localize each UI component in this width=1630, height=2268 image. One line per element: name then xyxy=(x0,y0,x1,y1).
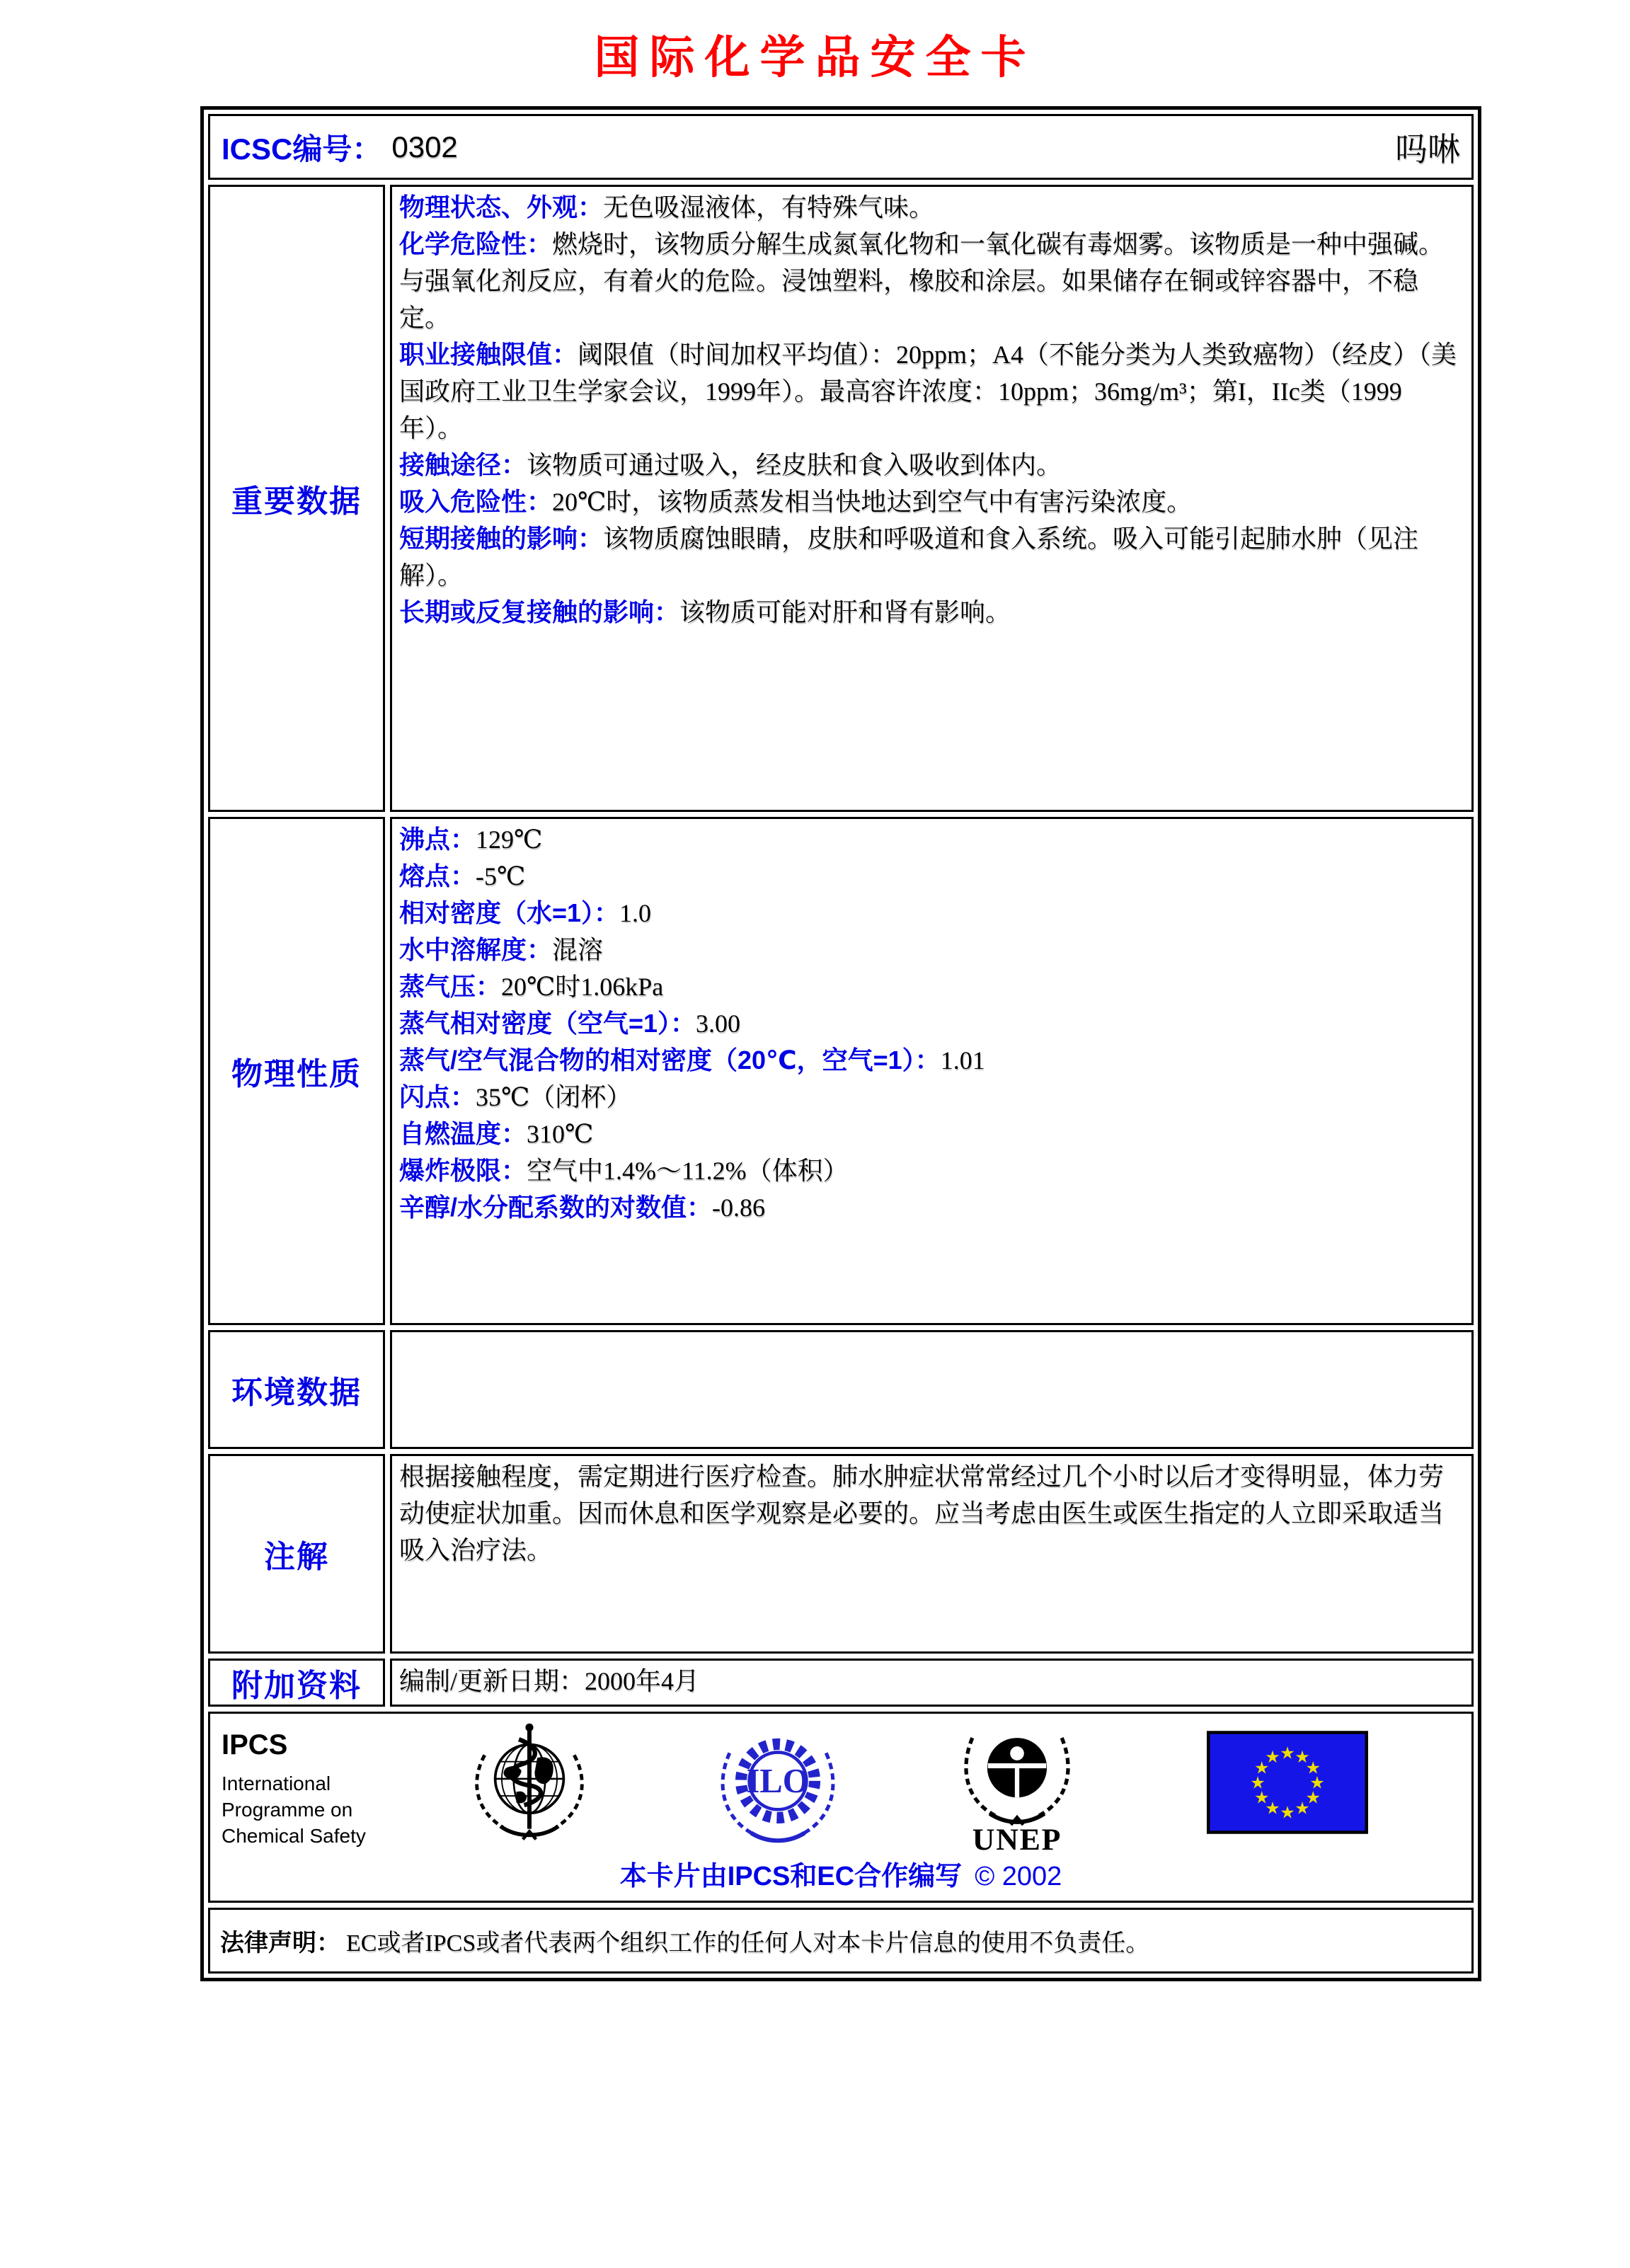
section-content-notes xyxy=(390,1454,1474,1654)
svg-text:★: ★ xyxy=(1280,1802,1295,1823)
item-label: 蒸气压： xyxy=(399,972,502,1001)
item-label: 闪点： xyxy=(399,1082,476,1111)
footer-row xyxy=(208,1712,1474,1903)
item-text: 阈限值（时间加权平均值）：20ppm；A4（不能分类为人类致癌物）（经皮）（美国政府工业卫生学家会议，1999年）。最高容许浓度：10ppm；36mg/m³；第I，IIc类（1999年）。 xyxy=(399,340,1457,442)
item-text: 该物质可能对肝和肾有影响。 xyxy=(679,598,1011,626)
svg-text:★: ★ xyxy=(1265,1798,1280,1819)
item-text: 空气中1.4%～11.2%（体积） xyxy=(527,1157,849,1185)
item-text: -0.86 xyxy=(712,1193,766,1222)
item-label: 水中溶解度： xyxy=(399,935,553,964)
icsc-number-value: 0302 xyxy=(391,130,458,164)
svg-text:★: ★ xyxy=(1305,1758,1321,1778)
important-data-item xyxy=(399,447,1464,483)
page-title: 国际化学品安全卡 xyxy=(594,31,1036,84)
ipcs-subtitle-line: Programme on xyxy=(222,1799,353,1821)
item-label: 爆炸极限： xyxy=(399,1156,527,1185)
important-data-item xyxy=(399,336,1464,447)
item-text: 129℃ xyxy=(476,825,543,854)
item-text: 燃烧时，该物质分解生成氮氧化物和一氧化碳有毒烟雾。该物质是一种中强碱。与强氧化剂反应，有着火的危险。浸蚀塑料，橡胶和涂层。如果储存在铜或锌容器中，不稳定。 xyxy=(399,230,1445,332)
svg-text:★: ★ xyxy=(1305,1787,1321,1808)
notes-text: 根据接触程度，需定期进行医疗检查。肺水肿症状常常经过几个小时以后才变得明显，体力劳动使症状加重。因而休息和医学观察是必要的。应当考虑由医生或医生指定的人立即采取适当吸入治疗法。 xyxy=(399,1462,1445,1564)
icsc-page xyxy=(0,21,1630,2268)
item-text: 20℃时，该物质蒸发相当快地达到空气中有害污染浓度。 xyxy=(552,488,1193,516)
footer-caption xyxy=(210,1854,1471,1893)
legal-text: EC或者IPCS或者代表两个组织工作的任何人对本卡片信息的使用不负责任。 xyxy=(346,1930,1150,1957)
eu-flag-icon xyxy=(1207,1731,1368,1834)
who-logo-icon xyxy=(464,1718,595,1857)
svg-text:★: ★ xyxy=(1253,1758,1270,1778)
item-label: 物理状态、外观： xyxy=(399,193,604,222)
item-text: 3.00 xyxy=(696,1009,741,1038)
ipcs-subtitle xyxy=(222,1770,366,1849)
item-text: 20℃时1.06kPa xyxy=(501,973,664,1001)
physical-property-item xyxy=(399,1079,1464,1116)
physical-property-item xyxy=(399,1189,1464,1226)
important-data-item xyxy=(399,226,1464,336)
section-label-physical-properties: 物理性质 xyxy=(208,817,385,1325)
physical-property-item xyxy=(399,895,1464,932)
physical-property-item xyxy=(399,1005,1464,1042)
ilo-logo-icon xyxy=(714,1725,842,1848)
physical-property-item xyxy=(399,858,1464,895)
physical-property-item xyxy=(399,932,1464,968)
item-text: 1.0 xyxy=(619,899,652,927)
item-text: 310℃ xyxy=(527,1120,594,1148)
icsc-number-label: ICSC编号： xyxy=(222,132,382,166)
section-content-environmental-data xyxy=(390,1330,1474,1449)
item-label: 沸点： xyxy=(399,825,476,854)
physical-property-item xyxy=(399,968,1464,1005)
svg-text:★: ★ xyxy=(1295,1746,1310,1767)
physical-property-item xyxy=(399,1152,1464,1189)
ipcs-subtitle-line: International xyxy=(222,1772,331,1794)
section-content-important-data xyxy=(390,185,1474,812)
item-label: 自燃温度： xyxy=(399,1119,527,1148)
section-label-important-data: 重要数据 xyxy=(208,185,385,812)
item-label: 吸入危险性： xyxy=(399,487,553,516)
svg-text:★: ★ xyxy=(1265,1746,1280,1767)
unep-logo-icon xyxy=(955,1718,1079,1860)
chemical-name: 吗啉 xyxy=(1395,131,1460,168)
item-text: 1.01 xyxy=(940,1046,985,1075)
footer-copyright: © 2002 xyxy=(975,1862,1062,1891)
section-content-additional-info xyxy=(390,1659,1474,1707)
svg-text:★: ★ xyxy=(1280,1743,1295,1763)
header-row xyxy=(208,114,1474,180)
icsc-card xyxy=(200,106,1481,1981)
item-text: 混溶 xyxy=(552,936,604,964)
item-label: 化学危险性： xyxy=(399,229,553,258)
item-label: 蒸气相对密度（空气=1）： xyxy=(399,1009,696,1038)
svg-text:★: ★ xyxy=(1309,1772,1325,1793)
important-data-item xyxy=(399,189,1464,226)
item-label: 熔点： xyxy=(399,861,476,890)
item-text: 35℃（闭杯） xyxy=(476,1083,632,1111)
section-content-physical-properties xyxy=(390,817,1474,1325)
item-label: 辛醇/水分配系数的对数值： xyxy=(399,1193,713,1222)
item-label: 职业接触限值： xyxy=(399,340,578,369)
legal-label: 法律声明： xyxy=(220,1930,340,1957)
item-text: 该物质可通过吸入，经皮肤和食入吸收到体内。 xyxy=(527,451,1062,479)
ipcs-title: IPCS xyxy=(222,1729,288,1760)
important-data-item xyxy=(399,594,1464,631)
svg-text:★: ★ xyxy=(1250,1772,1265,1793)
physical-property-item xyxy=(399,821,1464,858)
section-label-environmental-data: 环境数据 xyxy=(208,1330,385,1449)
ipcs-subtitle-line: Chemical Safety xyxy=(222,1825,366,1847)
item-label: 相对密度（水=1）： xyxy=(399,898,620,927)
item-text: 该物质腐蚀眼睛，皮肤和呼吸道和食入系统。吸入可能引起肺水肿（见注解）。 xyxy=(399,525,1419,590)
item-label: 长期或反复接触的影响： xyxy=(399,597,680,626)
important-data-item xyxy=(399,520,1464,594)
important-data-item xyxy=(399,483,1464,520)
section-label-notes: 注解 xyxy=(208,1454,385,1654)
item-label: 接触途径： xyxy=(399,450,527,479)
physical-property-item xyxy=(399,1042,1464,1079)
item-label: 蒸气/空气混合物的相对密度（20℃，空气=1）： xyxy=(399,1046,941,1075)
item-text: -5℃ xyxy=(476,862,526,890)
item-text: 无色吸湿液体，有特殊气味。 xyxy=(603,193,935,222)
section-label-additional-info: 附加资料 xyxy=(208,1659,385,1707)
svg-text:★: ★ xyxy=(1295,1798,1310,1819)
icsc-number-group xyxy=(222,126,458,168)
svg-text:★: ★ xyxy=(1253,1787,1270,1808)
ilo-logo-text: ILO xyxy=(746,1763,810,1801)
physical-property-item xyxy=(399,1116,1464,1152)
footer-caption-text: 本卡片由IPCS和EC合作编写 xyxy=(619,1862,963,1891)
unep-logo-text: UNEP xyxy=(972,1822,1062,1857)
item-label: 短期接触的影响： xyxy=(399,524,604,553)
legal-row xyxy=(208,1908,1474,1974)
additional-info-text: 编制/更新日期：2000年4月 xyxy=(399,1667,700,1695)
